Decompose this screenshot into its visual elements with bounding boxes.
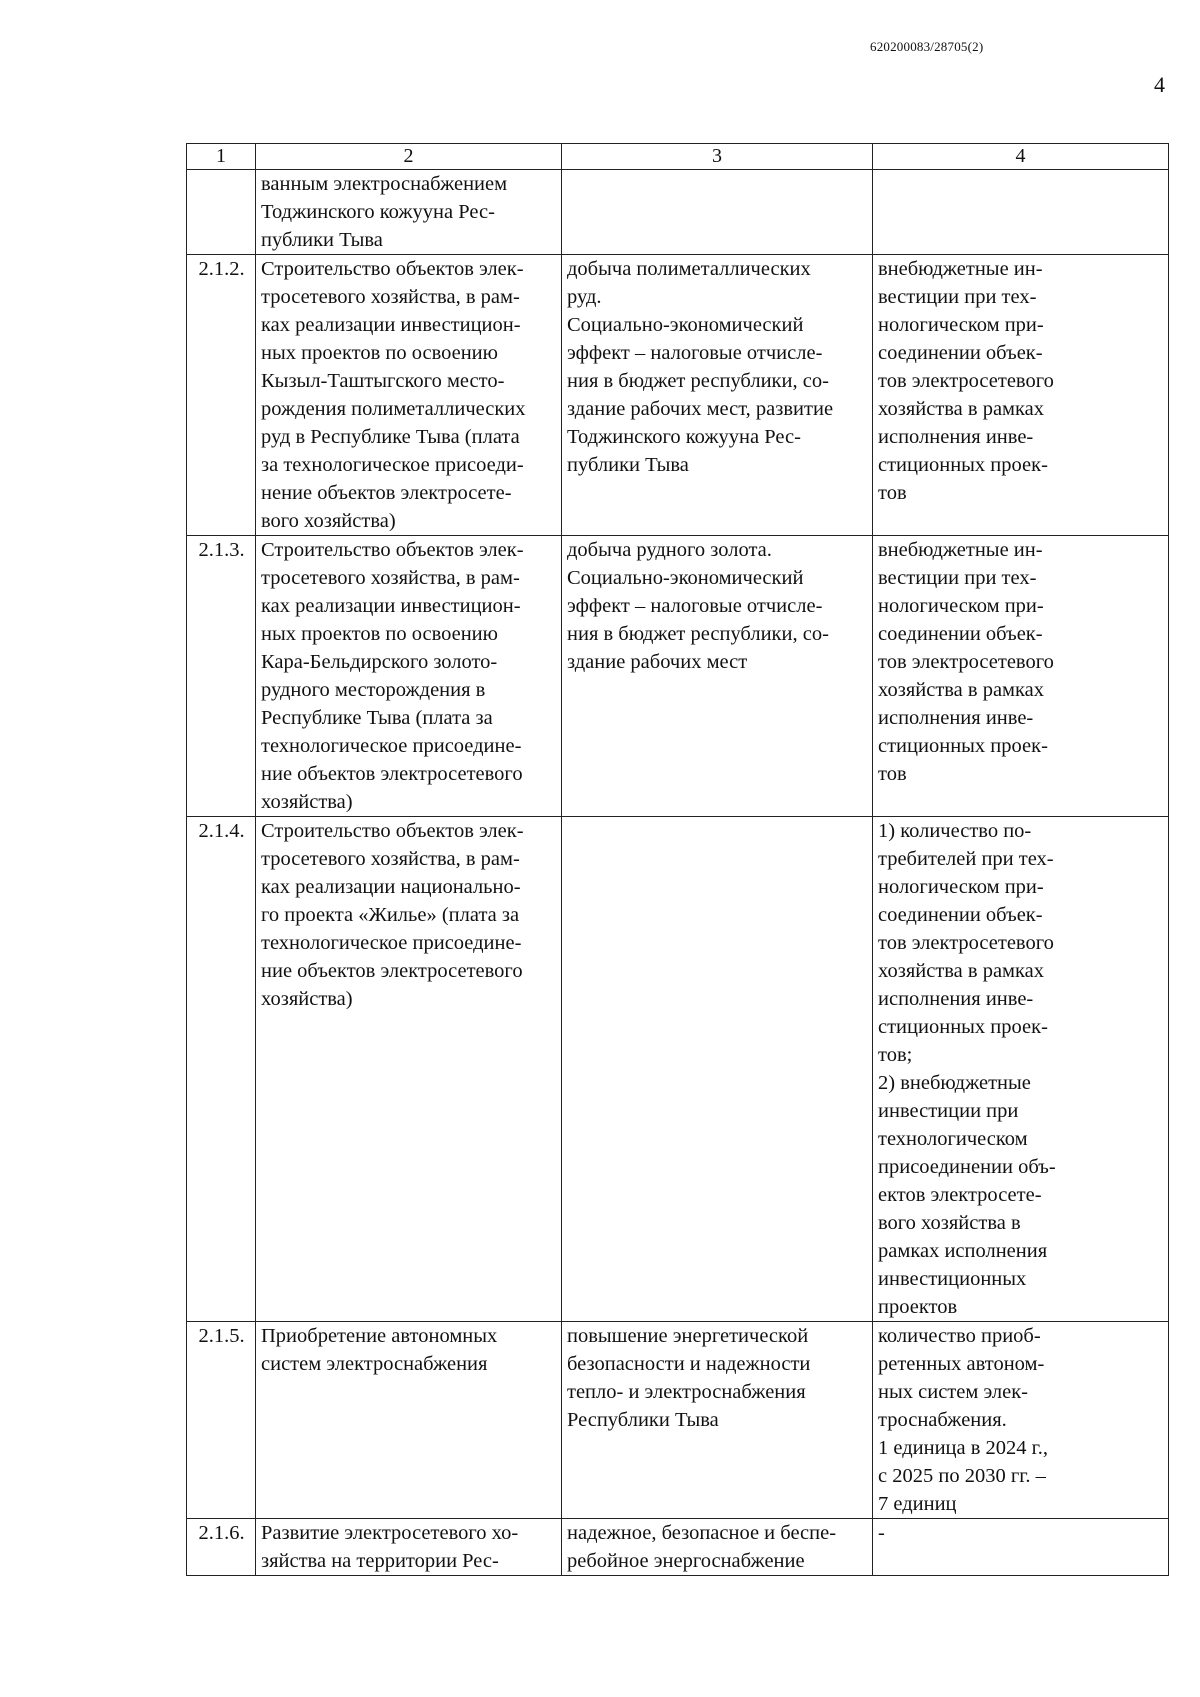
cell-text-line: ние объектов электросетевого: [261, 960, 523, 982]
cell-text: [567, 1519, 868, 1575]
cell-text-line: Тоджинского кожууна Рес-: [261, 201, 495, 223]
cell-text-line: Республики Тыва: [567, 1409, 719, 1431]
cell-text-line: тов;: [878, 1044, 913, 1066]
cell-text: [878, 1322, 1164, 1518]
table-header-row: [187, 144, 1169, 170]
cell-text-line: вестиции при тех-: [878, 567, 1037, 589]
cell-col3: [562, 1519, 873, 1576]
cell-text-line: добыча рудного золота.: [567, 539, 772, 561]
cell-text-line: безопасности и надежности: [567, 1353, 811, 1375]
cell-text: [567, 255, 868, 479]
cell-text-line: стиционных проек-: [878, 454, 1048, 476]
cell-text-line: ванным электроснабжением: [261, 173, 508, 195]
cell-text-line: ребойное энергоснабжение: [567, 1550, 805, 1572]
cell-text-line: хозяйства в рамках: [878, 398, 1045, 420]
cell-text-line: вого хозяйства): [261, 510, 396, 532]
cell-text-line: ных систем элек-: [878, 1381, 1028, 1403]
cell-col3: [562, 1322, 873, 1519]
cell-text-line: ретенных автоном-: [878, 1353, 1045, 1375]
cell-col4: [873, 255, 1169, 536]
cell-text-line: Кара-Бельдирского золото-: [261, 651, 498, 673]
row-number: 2.1.3.: [187, 536, 256, 817]
cell-text: [261, 1519, 557, 1575]
cell-text-line: исполнения инве-: [878, 707, 1034, 729]
cell-text: [567, 536, 868, 676]
cell-col2: [256, 817, 562, 1322]
cell-text-line: за технологическое присоеди-: [261, 454, 524, 476]
row-number: 2.1.5.: [187, 1322, 256, 1519]
cell-text-line: систем электроснабжения: [261, 1353, 488, 1375]
cell-text-line: публики Тыва: [261, 229, 383, 251]
cell-text-line: Тоджинского кожууна Рес-: [567, 426, 801, 448]
row-number: 2.1.6.: [187, 1519, 256, 1576]
table-row: [187, 255, 1169, 536]
cell-text-line: проектов: [878, 1296, 958, 1318]
cell-text-line: руд в Республике Тыва (плата: [261, 426, 520, 448]
cell-text-line: нологическом при-: [878, 314, 1044, 336]
cell-text-line: ния в бюджет республики, со-: [567, 370, 829, 392]
cell-text-line: надежное, безопасное и беспе-: [567, 1522, 837, 1544]
cell-text: [261, 536, 557, 816]
cell-text-line: рождения полиметаллических: [261, 398, 526, 420]
cell-text-line: тросетевого хозяйства, в рам-: [261, 567, 520, 589]
cell-text-line: тросетевого хозяйства, в рам-: [261, 286, 520, 308]
cell-text: [878, 255, 1164, 507]
cell-text-line: Строительство объектов элек-: [261, 820, 524, 842]
cell-text-line: соединении объек-: [878, 342, 1043, 364]
cell-text: [261, 1322, 557, 1378]
cell-text-line: тросетевого хозяйства, в рам-: [261, 848, 520, 870]
cell-text-line: с 2025 по 2030 гг. –: [878, 1465, 1046, 1487]
cell-text-line: требителей при тех-: [878, 848, 1054, 870]
cell-text-line: присоединении объ-: [878, 1156, 1056, 1178]
cell-text-line: тов: [878, 763, 907, 785]
cell-col3: [562, 536, 873, 817]
cell-col4: [873, 1322, 1169, 1519]
table-row: [187, 536, 1169, 817]
table-body: [187, 144, 1169, 1576]
row-number: 2.1.4.: [187, 817, 256, 1322]
cell-text-line: добыча полиметаллических: [567, 258, 811, 280]
cell-col2: [256, 1322, 562, 1519]
cell-text-line: Социально-экономический: [567, 314, 804, 336]
program-table: [186, 143, 1169, 1576]
cell-text-line: Социально-экономический: [567, 567, 804, 589]
cell-text-line: го проекта «Жилье» (плата за: [261, 904, 520, 926]
cell-text-line: количество приоб-: [878, 1325, 1041, 1347]
cell-text-line: технологическое присоедине-: [261, 932, 522, 954]
cell-text-line: ках реализации инвестицион-: [261, 314, 521, 336]
cell-text-line: руд.: [567, 286, 602, 308]
cell-col3: [562, 817, 873, 1322]
cell-text: [261, 170, 557, 254]
cell-text-line: ние объектов электросетевого: [261, 763, 523, 785]
cell-text-line: Республике Тыва (плата за: [261, 707, 493, 729]
cell-text-line: эффект – налоговые отчисле-: [567, 595, 823, 617]
cell-text-line: публики Тыва: [567, 454, 689, 476]
cell-text-line: нологическом при-: [878, 876, 1044, 898]
cell-col2: [256, 170, 562, 255]
cell-text-line: Приобретение автономных: [261, 1325, 498, 1347]
cell-text-line: исполнения инве-: [878, 426, 1034, 448]
cell-text-line: вого хозяйства в: [878, 1212, 1021, 1234]
cell-text-line: тов электросетевого: [878, 932, 1054, 954]
cell-col4: [873, 817, 1169, 1322]
cell-text-line: 2) внебюджетные: [878, 1072, 1031, 1094]
cell-text-line: технологическое присоедине-: [261, 735, 522, 757]
cell-col2: [256, 536, 562, 817]
cell-text: [567, 1322, 868, 1434]
header-cell-3: 3: [562, 144, 873, 170]
cell-col4: [873, 1519, 1169, 1576]
cell-text-line: зяйства на территории Рес-: [261, 1550, 499, 1572]
header-cell-2: 2: [256, 144, 562, 170]
cell-text-line: хозяйства): [261, 791, 353, 813]
row-number: [187, 170, 256, 255]
cell-text-line: хозяйства в рамках: [878, 679, 1045, 701]
cell-text-line: ках реализации национально-: [261, 876, 521, 898]
header-cell-4: 4: [873, 144, 1169, 170]
cell-text-line: здание рабочих мест, развитие: [567, 398, 834, 420]
cell-text-line: Строительство объектов элек-: [261, 539, 524, 561]
cell-text-line: повышение энергетической: [567, 1325, 809, 1347]
cell-text-line: исполнения инве-: [878, 988, 1034, 1010]
cell-col2: [256, 1519, 562, 1576]
cell-text-line: эффект – налоговые отчисле-: [567, 342, 823, 364]
document-id: 620200083/28705(2): [870, 39, 984, 54]
cell-text-line: троснабжения.: [878, 1409, 1007, 1431]
cell-text-line: тов электросетевого: [878, 370, 1054, 392]
cell-text: [261, 817, 557, 1013]
cell-col3: [562, 255, 873, 536]
cell-text: [261, 255, 557, 535]
page-number: 4: [1154, 72, 1165, 97]
cell-text-line: рудного месторождения в: [261, 679, 486, 701]
cell-text-line: вестиции при тех-: [878, 286, 1037, 308]
cell-col2: [256, 255, 562, 536]
cell-text-line: Строительство объектов элек-: [261, 258, 524, 280]
cell-text-line: инвестиции при: [878, 1100, 1019, 1122]
cell-text-line: 1) количество по-: [878, 820, 1032, 842]
cell-text: [878, 536, 1164, 788]
cell-text: [878, 817, 1164, 1321]
cell-text-line: тов: [878, 482, 907, 504]
header-cell-1: 1: [187, 144, 256, 170]
cell-text-line: нение объектов электросете-: [261, 482, 512, 504]
cell-text-line: инвестиционных: [878, 1268, 1027, 1290]
cell-text-line: тепло- и электроснабжения: [567, 1381, 806, 1403]
cell-text-line: соединении объек-: [878, 623, 1043, 645]
cell-text-line: стиционных проек-: [878, 735, 1048, 757]
cell-text-line: технологическом: [878, 1128, 1028, 1150]
cell-text-line: хозяйства): [261, 988, 353, 1010]
cell-text-line: ния в бюджет республики, со-: [567, 623, 829, 645]
cell-text-line: Кызыл-Таштыгского место-: [261, 370, 505, 392]
cell-text-line: рамках исполнения: [878, 1240, 1048, 1262]
cell-text-line: здание рабочих мест: [567, 651, 748, 673]
table-row: [187, 1322, 1169, 1519]
table-row: [187, 1519, 1169, 1576]
cell-text-line: 1 единица в 2024 г.,: [878, 1437, 1049, 1459]
cell-text-line: Развитие электросетевого хо-: [261, 1522, 519, 1544]
cell-col3: [562, 170, 873, 255]
cell-text: [878, 1519, 1164, 1547]
cell-text-line: нологическом при-: [878, 595, 1044, 617]
cell-text-line: соединении объек-: [878, 904, 1043, 926]
cell-text-line: внебюджетные ин-: [878, 258, 1043, 280]
cell-text-line: 7 единиц: [878, 1493, 957, 1515]
cell-text-line: тов электросетевого: [878, 651, 1054, 673]
cell-text-line: ных проектов по освоению: [261, 623, 498, 645]
cell-text-line: хозяйства в рамках: [878, 960, 1045, 982]
table-row: [187, 817, 1169, 1322]
cell-col4: [873, 170, 1169, 255]
cell-text-line: ках реализации инвестицион-: [261, 595, 521, 617]
cell-text-line: стиционных проек-: [878, 1016, 1048, 1038]
table-row: [187, 170, 1169, 255]
row-number: 2.1.2.: [187, 255, 256, 536]
cell-text-line: внебюджетные ин-: [878, 539, 1043, 561]
cell-text-line: ных проектов по освоению: [261, 342, 498, 364]
cell-col4: [873, 536, 1169, 817]
cell-text-line: -: [878, 1522, 885, 1544]
cell-text-line: ектов электросете-: [878, 1184, 1042, 1206]
